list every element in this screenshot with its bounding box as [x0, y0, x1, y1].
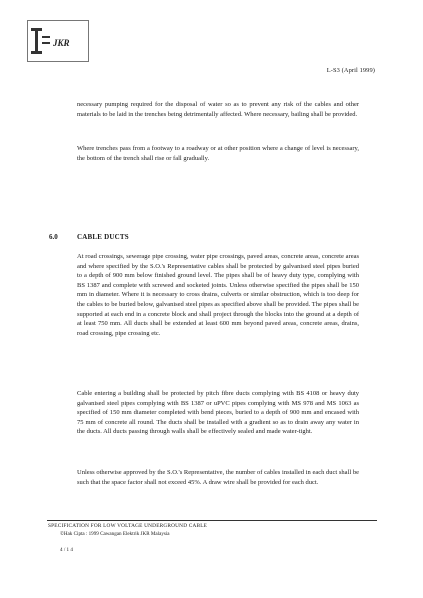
paragraph-pumping: necessary pumping required for the disposal of water so as to prevent any risk of the cables and other materials to be laid in the trenches being detrimentally affected. Where necessary, bailing shall be provided.	[77, 101, 359, 118]
footer-title: SPECIFICATION FOR LOW VOLTAGE UNDERGROUND CABLE	[48, 523, 208, 529]
section-title: CABLE DUCTS	[77, 233, 129, 241]
document-reference: L-S3 (April 1999)	[326, 67, 375, 74]
jkr-logo-icon	[27, 20, 89, 62]
paragraph-trench-level: Where trenches pass from a footway to a roadway or at other position where a change of level is necessary, the bottom of the trench shall rise or fall gradually.	[77, 145, 359, 162]
footer-divider	[47, 520, 377, 521]
section-number: 6.0	[49, 233, 58, 241]
footer-copyright: ©Hak Cipta : 1999 Cawangan Elektrik JKR Malaysia	[60, 531, 170, 537]
svg-text:JKR: JKR	[53, 38, 70, 48]
paragraph-space-factor: Unless otherwise approved by the S.O.'s Representative, the number of cables installed in each duct shall be such that the space factor shall not exceed 45%. A draw wire shall be provided for each duct.	[77, 469, 359, 486]
paragraph-road-crossings: At road crossings, sewerage pipe crossing, water pipe crossings, paved areas, concrete areas, concrete areas and where specified by the S.O.'s Representative cables shall be protected by galvanised steel pipes buried to a depth of 900 mm below finished ground level. The pipes shall be of heavy duty type, complying with BS 1387 and complete with screwed and socketed joints. Unless otherwise specified the pipes shall be 150 mm in diameter. Where it is necessary to cross drains, culverts or similar obstruction, which is too deep for the cables to be buried below, galvanised steel pipes as specified above shall be provided. The pipes shall be supported at each end in a concrete block and shall project through the blocks into the ground at a depth of at least 750 mm. All ducts shall be extended at least 600 mm beyond paved areas, concrete areas, drains, road crossing, pipe crossing etc.	[77, 253, 359, 337]
page-number: 4 / 1 4	[60, 547, 73, 553]
paragraph-cable-entering-building: Cable entering a building shall be protected by pitch fibre ducts complying with BS 4108 or heavy duty galvanised steel pipes complying with BS 1387 or uPVC pipes complying with MS 978 and MS 1063 as specified of 150 mm diameter completed with bend pieces, buried to a depth of 900 mm and encased with 75 mm of concrete all round. The ducts shall be installed with a gradient so as to drain away any water in the ducts. All ducts passing through walls shall be effectively sealed and made water-tight.	[77, 390, 359, 436]
